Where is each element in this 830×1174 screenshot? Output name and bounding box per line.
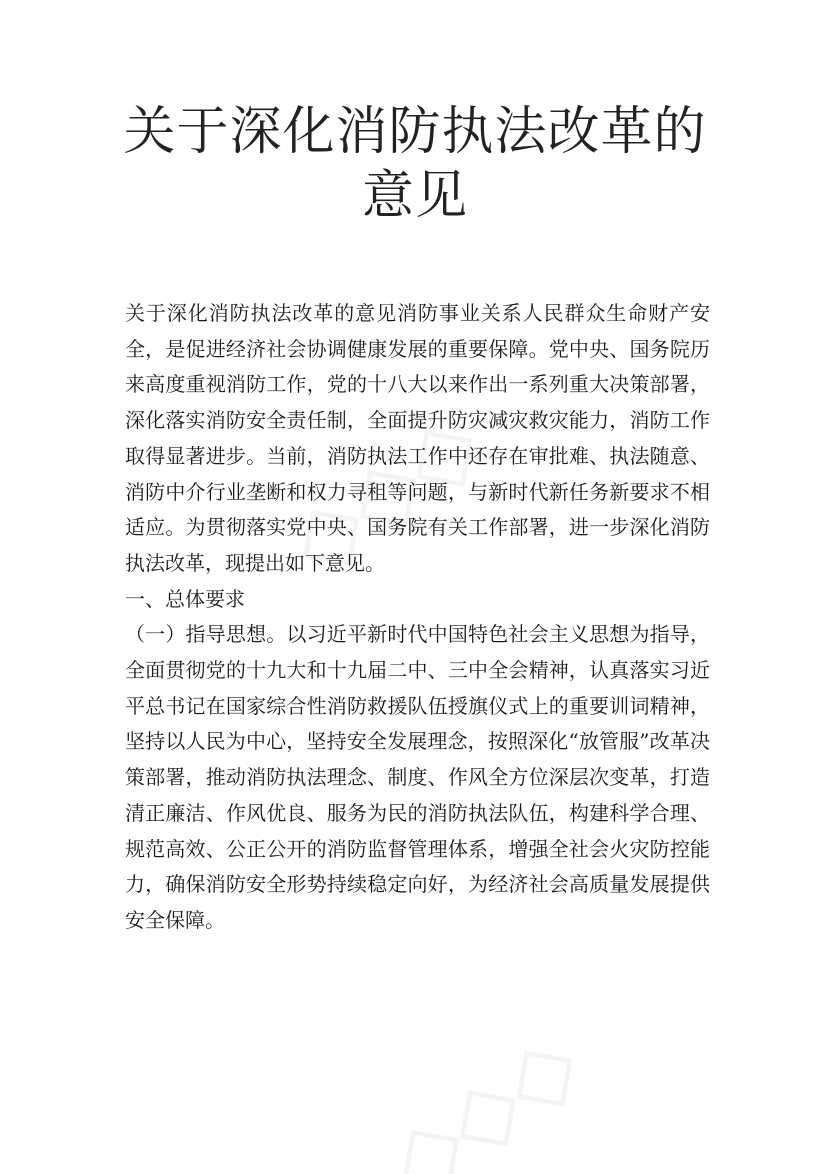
document-body (125, 296, 710, 939)
section-heading: 一、总体要求 (125, 586, 245, 611)
guiding-ideology-paragraph: （一）指导思想。以习近平新时代中国特色社会主义思想为指导，全面贯彻党的十九大和十九届二中、三中全会精神，认真落实习近平总书记在国家综合性消防救援队伍授旗仪式上的重要训词精神，坚持以人民为中心，坚持安全发展理念，按照深化“放管服”改革决策部署，推动消防执法理念、制度、作风全方位深层次变革，打造清正廉洁、作风优良、服务为民的消防执法队伍，构建科学合理、规范高效、公正公开的消防监督管理体系，增强全社会火灾防控能力，确保消防安全形势持续稳定向好，为经济社会高质量发展提供安全保障。 (125, 622, 710, 932)
watermark (369, 1010, 599, 1174)
intro-paragraph: 关于深化消防执法改革的意见消防事业关系人民群众生命财产安全，是促进经济社会协调健康发展的重要保障。党中央、国务院历来高度重视消防工作，党的十八大以来作出一系列重大决策部署，深化落实消防安全责任制，全面提升防灾减灾救灾能力，消防工作取得显著进步。当前，消防执法工作中还存在审批难、执法随意、消防中介行业垄断和权力寻租等问题，与新时代新任务新要求不相适应。为贯彻落实党中央、国务院有关工作部署，进一步深化消防执法改革，现提出如下意见。 (125, 301, 710, 575)
document-title: 关于深化消防执法改革的意见 (123, 102, 707, 226)
